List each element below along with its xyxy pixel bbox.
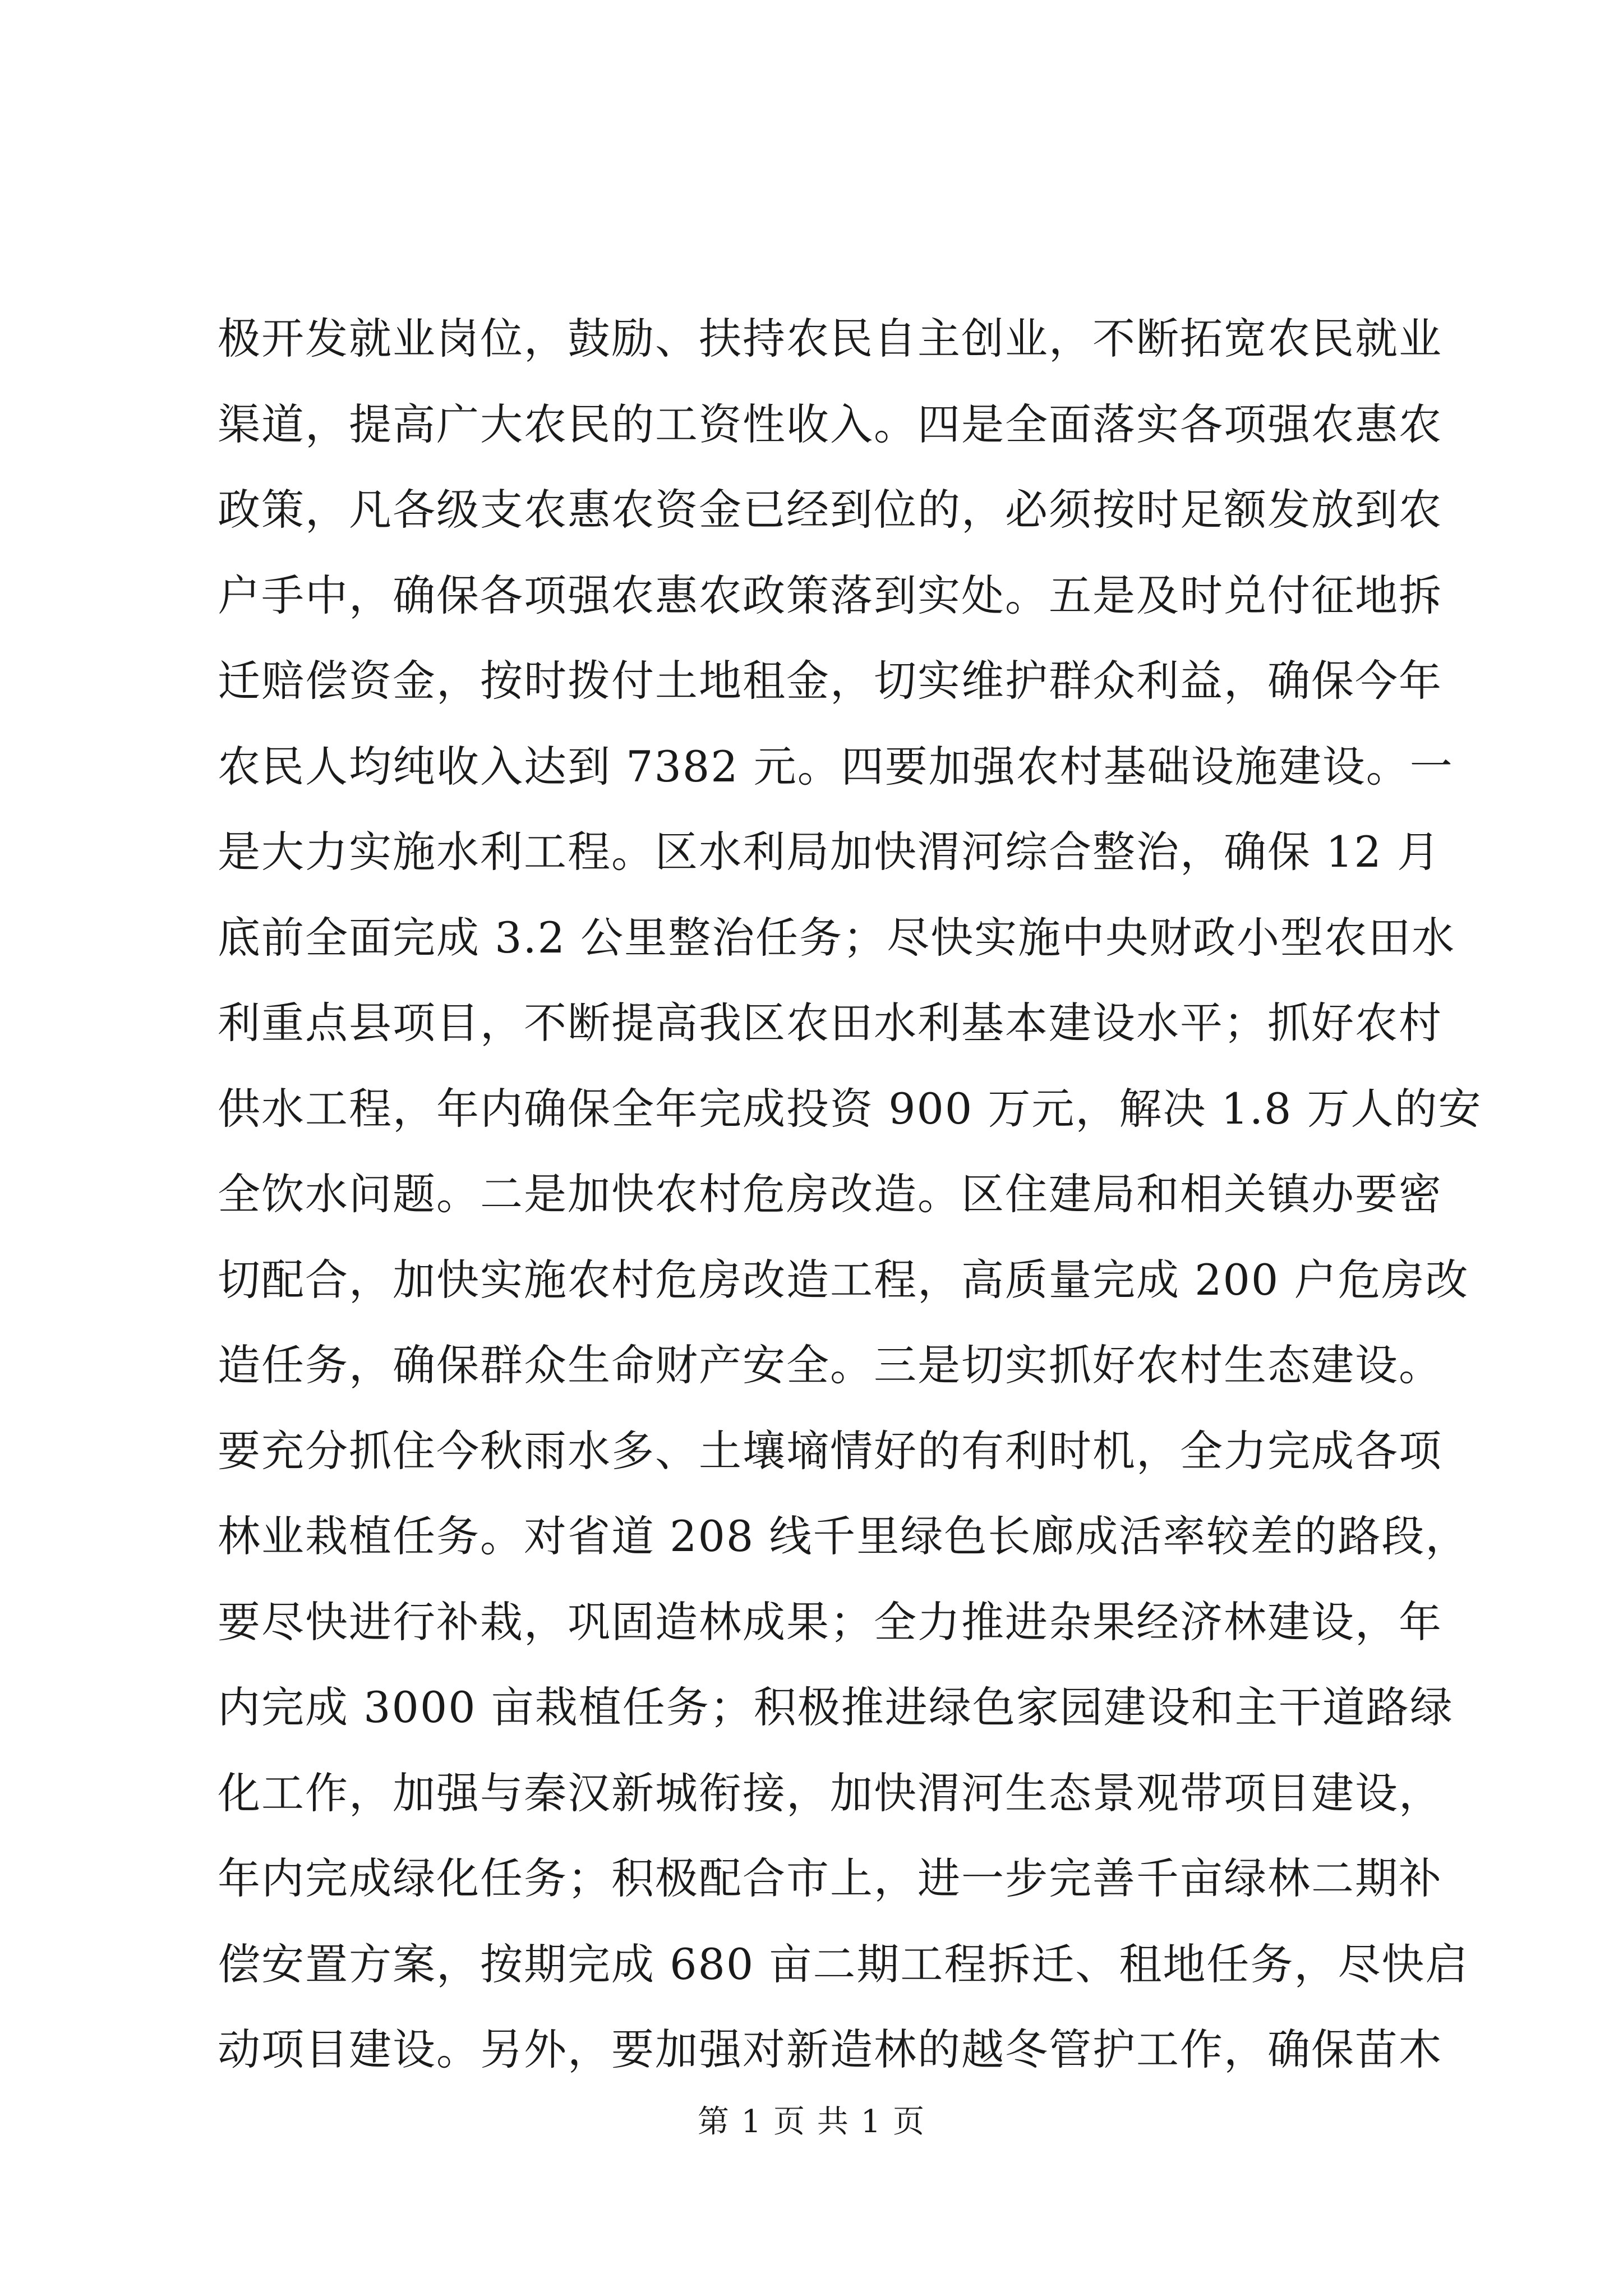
text-line: 供水工程，年内确保全年完成投资 900 万元，解决 1.8 万人的安 (218, 1083, 1482, 1134)
text-line: 要充分抓住今秋雨水多、土壤墒情好的有利时机，全力完成各项 (218, 1425, 1442, 1476)
text-line: 化工作，加强与秦汉新城衔接，加快渭河生态景观带项目建设， (218, 1768, 1442, 1818)
text-line: 内完成 3000 亩栽植任务；积极推进绿色家园建设和主干道路绿 (218, 1682, 1454, 1732)
text-line: 利重点县项目，不断提高我区农田水利基本建设水平；抓好农村 (218, 998, 1442, 1048)
text-line: 偿安置方案，按期完成 680 亩二期工程拆迁、租地任务，尽快启 (218, 1939, 1469, 1989)
text-line: 年内完成绿化任务；积极配合市上，进一步完善千亩绿林二期补 (218, 1853, 1442, 1903)
text-line: 户手中，确保各项强农惠农政策落到实处。五是及时兑付征地拆 (218, 570, 1442, 620)
text-line: 造任务，确保群众生命财产安全。三是切实抓好农村生态建设。 (218, 1340, 1442, 1390)
text-line: 动项目建设。另外，要加强对新造林的越冬管护工作，确保苗木 (218, 2024, 1442, 2074)
text-line: 农民人均纯收入达到 7382 元。四要加强农村基础设施建设。一 (218, 741, 1454, 792)
page-footer: 第 1 页 共 1 页 (697, 2104, 926, 2140)
text-line: 底前全面完成 3.2 公里整治任务；尽快实施中央财政小型农田水 (218, 912, 1456, 963)
text-line: 切配合，加快实施农村危房改造工程，高质量完成 200 户危房改 (218, 1254, 1469, 1305)
text-line: 是大力实施水利工程。区水利局加快渭河综合整治，确保 12 月 (218, 827, 1441, 877)
text-line: 渠道，提高广大农民的工资性收入。四是全面落实各项强农惠农 (218, 399, 1442, 449)
text-line: 迁赔偿资金，按时拨付土地租金，切实维护群众利益，确保今年 (218, 656, 1442, 706)
text-line: 林业栽植任务。对省道 208 线千里绿色长廊成活率较差的路段， (218, 1511, 1469, 1561)
body-text (218, 296, 1482, 2093)
text-line: 极开发就业岗位，鼓励、扶持农民自主创业，不断拓宽农民就业 (218, 314, 1442, 364)
text-line: 全饮水问题。二是加快农村危房改造。区住建局和相关镇办要密 (218, 1169, 1442, 1219)
text-line: 政策，凡各级支农惠农资金已经到位的，必须按时足额发放到农 (218, 485, 1442, 535)
text-line: 要尽快进行补栽，巩固造林成果；全力推进杂果经济林建设，年 (218, 1596, 1442, 1647)
